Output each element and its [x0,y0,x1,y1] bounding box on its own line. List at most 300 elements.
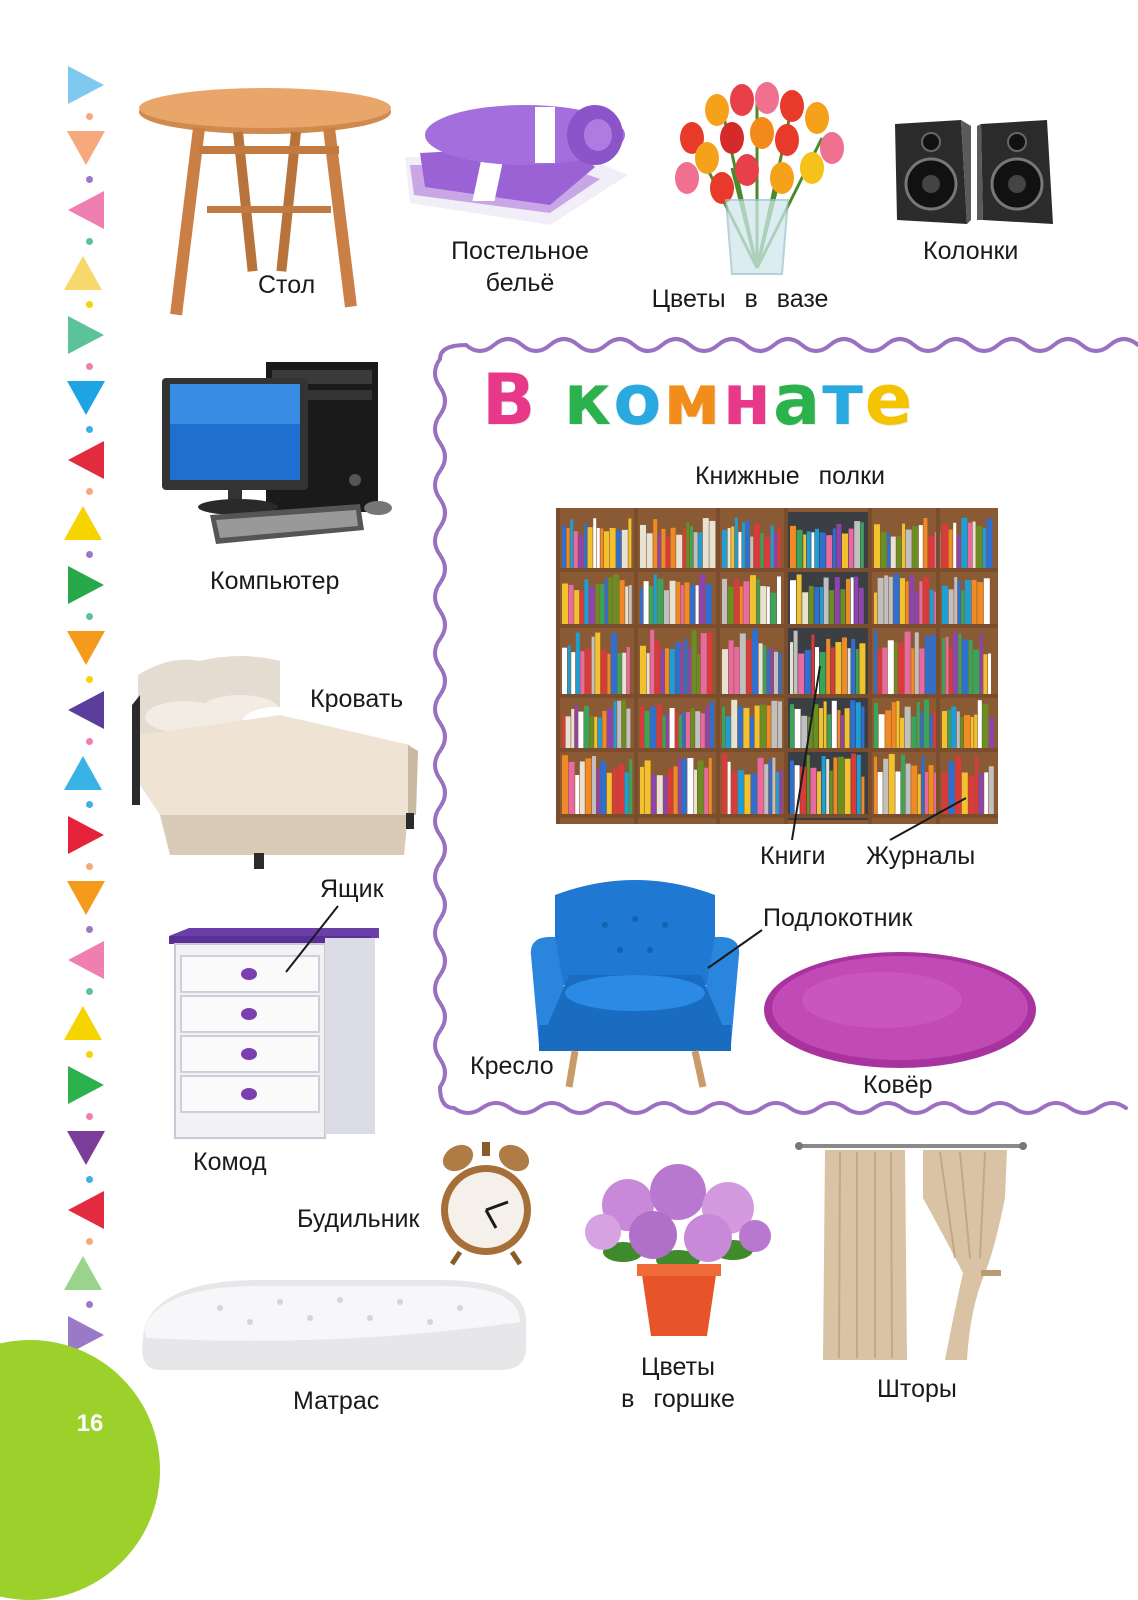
book-spine [902,524,905,568]
book-spine [650,630,654,694]
book-spine [854,521,860,568]
book-spine [640,525,646,568]
book-spine [906,581,909,624]
book-spine [668,769,673,814]
book-spine [698,532,702,568]
book-spine [744,775,750,814]
book-spine [622,700,626,748]
potted-flowers-image [583,1160,773,1340]
book-spine [600,584,604,624]
book-spine [951,706,956,748]
book-spine [767,705,771,748]
book-spine [900,578,905,624]
book-spine [722,530,727,568]
label-bookshelves: Книжные полки [694,462,886,490]
book-spine [771,701,777,748]
book-spine [612,769,617,814]
book-spine [778,527,781,568]
book-spine [580,761,585,814]
book-spine [912,526,918,568]
book-spine [682,712,685,748]
book-spine [911,717,916,748]
book-spine [797,530,803,568]
book-spine [848,648,851,694]
book-spine [571,652,575,694]
book-spine [957,535,961,568]
book-spine [610,528,616,568]
book-spine [767,587,770,624]
title-letter: а [772,359,823,441]
book-spine [722,754,727,814]
book-spine [949,530,953,568]
book-spine [695,711,700,748]
book-spine [686,522,689,568]
book-spine [859,588,864,624]
book-spine [691,708,695,748]
book-spine [811,532,814,568]
label-alarm-clock: Будильник [297,1205,420,1233]
book-spine [698,761,704,814]
book-spine [764,764,768,814]
book-spine [968,523,972,568]
label-computer: Компьютер [210,567,340,595]
label-bed: Кровать [310,685,404,713]
book-spine [707,631,712,694]
book-spine [674,766,678,814]
book-spine [746,520,750,568]
book-spine [675,711,678,748]
book-spine [640,589,643,624]
book-spine [607,654,610,694]
book-spine [984,772,988,814]
book-spine [649,586,653,624]
book-spine [948,710,951,748]
section-title [482,360,914,440]
book-spine [850,700,855,748]
book-spine [722,649,728,694]
book-spine [969,640,973,694]
book-spine [909,575,914,624]
book-spine [846,579,850,624]
book-spine [851,754,856,814]
book-spine [735,517,738,568]
book-spine [616,530,621,568]
book-spine [820,533,826,568]
book-spine [605,578,608,624]
book-spine [571,709,574,748]
book-spine [815,529,819,568]
book-spine [684,639,687,694]
book-spine [627,647,630,694]
book-spine [972,580,977,624]
label-dresser: Комод [193,1148,267,1176]
armrest-pointer-line [700,924,770,974]
book-spine [568,645,571,694]
book-spine [562,526,566,568]
book-spine [682,759,687,814]
book-spine [845,759,851,814]
book-spine [911,648,914,694]
book-spine [919,581,922,624]
book-spine [647,533,653,568]
book-spine [576,633,580,694]
book-spine [731,771,737,814]
book-spine [684,582,689,624]
book-spine [845,708,850,748]
book-spine [726,717,731,748]
book-spine [888,640,894,694]
book-spine [820,587,823,624]
book-spine [676,535,682,568]
book-spine [705,706,709,748]
book-spine [657,705,662,748]
book-spine [575,704,578,748]
book-spine [960,717,963,748]
book-spine [885,710,891,748]
book-spine [562,715,565,748]
book-spine [696,585,699,624]
book-spine [596,584,600,624]
book-spine [774,532,777,568]
book-spine [625,772,629,814]
book-spine [728,762,731,814]
bookshelves-image [556,508,998,824]
book-spine [663,777,667,814]
book-spine [757,579,760,624]
book-spine [896,536,901,568]
book-spine [861,522,864,568]
book-spine [933,712,936,748]
book-spine [878,649,882,694]
book-spine [647,653,650,694]
book-spine [722,707,725,748]
book-spine [982,704,988,748]
book-spine [790,526,796,568]
speakers-image [893,120,1055,225]
computer-image [160,360,396,555]
book-spine [666,713,669,748]
book-spine [602,711,606,748]
book-spine [772,758,775,814]
book-spine [706,584,712,624]
book-spine [740,586,743,624]
book-spine [728,587,734,624]
book-spine [701,633,707,694]
book-spine [760,533,763,568]
book-spine [597,528,600,568]
book-spine [676,582,680,624]
book-spine [742,523,745,568]
book-spine [590,717,594,748]
book-spine [973,522,976,568]
book-spine [600,529,603,568]
book-spine [856,649,859,694]
book-spine [961,590,964,624]
book-spine [592,637,595,694]
book-spine [562,648,567,694]
shelf-divider [634,508,638,824]
book-spine [567,528,570,568]
book-spine [964,715,970,748]
book-spine [771,526,774,568]
book-spine [928,536,934,568]
book-spine [919,525,923,568]
book-spine [971,717,974,748]
book-spine [658,534,661,568]
book-spine [776,772,779,814]
book-spine [670,581,676,624]
book-spine [861,706,864,748]
book-spine [611,633,617,694]
books-pointer-line [780,660,840,850]
book-spine [923,518,927,568]
book-spine [694,532,698,568]
book-spine [690,526,693,568]
shelf-divider [868,508,872,824]
mattress-image [140,1278,530,1373]
book-spine [699,575,705,624]
label-potted-flowers-line1: Цветы [641,1353,715,1381]
book-spine [887,532,890,568]
book-spine [675,642,680,694]
book-spine [703,518,709,568]
book-spine [585,648,591,694]
label-bedding-line2: бельё [485,269,555,297]
book-spine [622,653,626,694]
book-spine [905,707,911,748]
book-spine [953,633,958,694]
carpet-image [762,950,1038,1070]
book-spine [797,574,802,624]
book-spine [683,529,686,568]
book-spine [942,638,945,694]
book-spine [874,631,877,694]
book-spine [738,770,744,814]
book-spine [679,715,682,748]
book-spine [653,519,657,568]
book-spine [851,639,855,694]
book-spine [728,528,731,568]
book-spine [988,654,991,694]
book-spine [759,643,763,694]
shelf-board [556,568,998,572]
book-spine [859,643,865,694]
book-spine [734,579,739,624]
book-spine [919,648,924,694]
book-spine [595,633,600,694]
title-letter: к [563,359,614,441]
book-spine [688,647,691,694]
label-speakers: Колонки [923,237,1019,265]
label-bedding-line1: Постельное [451,237,589,265]
book-spine [879,714,885,748]
book-spine [664,590,669,624]
book-spine [750,537,753,568]
book-spine [580,591,584,624]
title-letter [537,360,563,440]
book-spine [578,712,583,748]
book-spine [604,531,609,568]
book-spine [980,633,983,694]
book-spine [920,712,923,748]
book-spine [891,537,896,568]
book-spine [755,706,760,748]
vase-flowers-image [662,78,852,278]
book-spine [770,647,773,694]
book-spine [607,773,612,814]
book-spine [842,533,848,568]
book-spine [874,703,878,748]
title-letter: В [482,359,538,441]
book-spine [678,758,681,814]
book-spine [884,575,888,624]
book-spine [701,713,705,748]
book-spine [826,535,832,568]
shelf-divider [556,508,560,824]
book-spine [809,586,814,624]
book-spine [769,760,772,814]
book-spine [722,579,727,624]
book-spine [709,521,715,568]
book-spine [710,702,714,748]
label-potted-flowers-line2: в горшке [621,1385,735,1413]
book-spine [626,709,630,748]
book-spine [692,630,697,694]
book-spine [770,593,776,624]
book-spine [645,711,650,748]
bedding-image [400,95,632,230]
book-spine [915,591,919,624]
book-spine [840,589,845,624]
book-spine [758,758,764,814]
book-spine [661,529,665,568]
book-spine [878,578,884,624]
book-spine [764,537,770,568]
book-spine [743,708,749,748]
book-spine [598,717,602,748]
book-spine [984,578,990,624]
book-spine [580,651,584,694]
book-spine [942,586,948,624]
label-armrest: Подлокотник [763,904,913,932]
book-spine [874,592,877,624]
book-spine [574,531,578,568]
book-spine [562,755,568,814]
book-spine [849,529,854,568]
book-spine [690,585,695,624]
book-spine [898,643,904,694]
book-spine [906,530,912,568]
book-spine [835,577,840,624]
book-spine [760,704,766,748]
book-spine [651,774,656,814]
book-spine [665,648,669,694]
book-spine [836,524,841,568]
book-spine [894,642,897,694]
dresser-image [165,928,385,1143]
book-spine [790,580,796,624]
book-spine [777,576,781,624]
book-spine [687,758,693,814]
label-vase-flowers: Цветы в вазе [651,285,829,313]
book-spine [915,632,919,694]
book-spine [892,702,896,748]
book-spine [802,592,808,624]
label-armchair: Кресло [470,1052,554,1080]
label-magazines: Журналы [866,842,976,870]
book-spine [746,639,751,694]
book-spine [974,715,977,748]
book-spine [617,701,621,748]
book-spine [833,529,836,568]
book-spine [925,636,930,694]
book-spine [681,642,684,694]
book-spine [942,711,947,748]
book-spine [681,585,684,624]
book-spine [754,524,760,568]
book-spine [618,653,622,694]
book-spine [976,526,982,568]
book-spine [752,630,758,694]
book-spine [829,590,834,624]
book-spine [608,578,612,624]
book-spine [989,717,994,748]
book-spine [983,654,987,694]
book-spine [670,649,675,694]
label-mattress: Матрас [293,1387,380,1415]
page-number: 16 [76,1410,104,1437]
book-spine [751,774,757,814]
book-spine [569,585,574,624]
book-spine [983,528,986,568]
book-spine [613,574,619,624]
book-spine [670,708,675,748]
book-spine [704,768,708,814]
label-drawer: Ящик [320,875,384,903]
book-spine [931,635,937,694]
book-spine [657,579,663,624]
book-spine [584,524,587,568]
book-spine [958,634,961,694]
book-spine [917,702,920,748]
book-spine [655,641,660,694]
book-spine [620,580,625,624]
book-spine [640,767,644,814]
label-books: Книги [760,842,826,870]
book-spine [640,706,644,748]
book-spine [958,580,961,624]
book-spine [575,775,579,814]
book-spine [584,706,589,748]
book-spine [774,652,778,694]
book-spine [882,648,887,694]
book-spine [731,527,734,568]
book-spine [986,519,992,568]
title-letter: м [663,359,723,441]
book-spine [824,578,829,624]
title-letter: н [722,359,773,441]
book-spine [743,581,749,624]
drawer-pointer-line [280,900,350,980]
book-spine [600,761,606,814]
shelf-divider [716,508,720,824]
book-spine [740,633,746,694]
book-spine [900,718,904,748]
book-spine [694,770,697,814]
book-spine [905,632,911,694]
book-spine [629,585,632,624]
book-spine [570,519,573,568]
